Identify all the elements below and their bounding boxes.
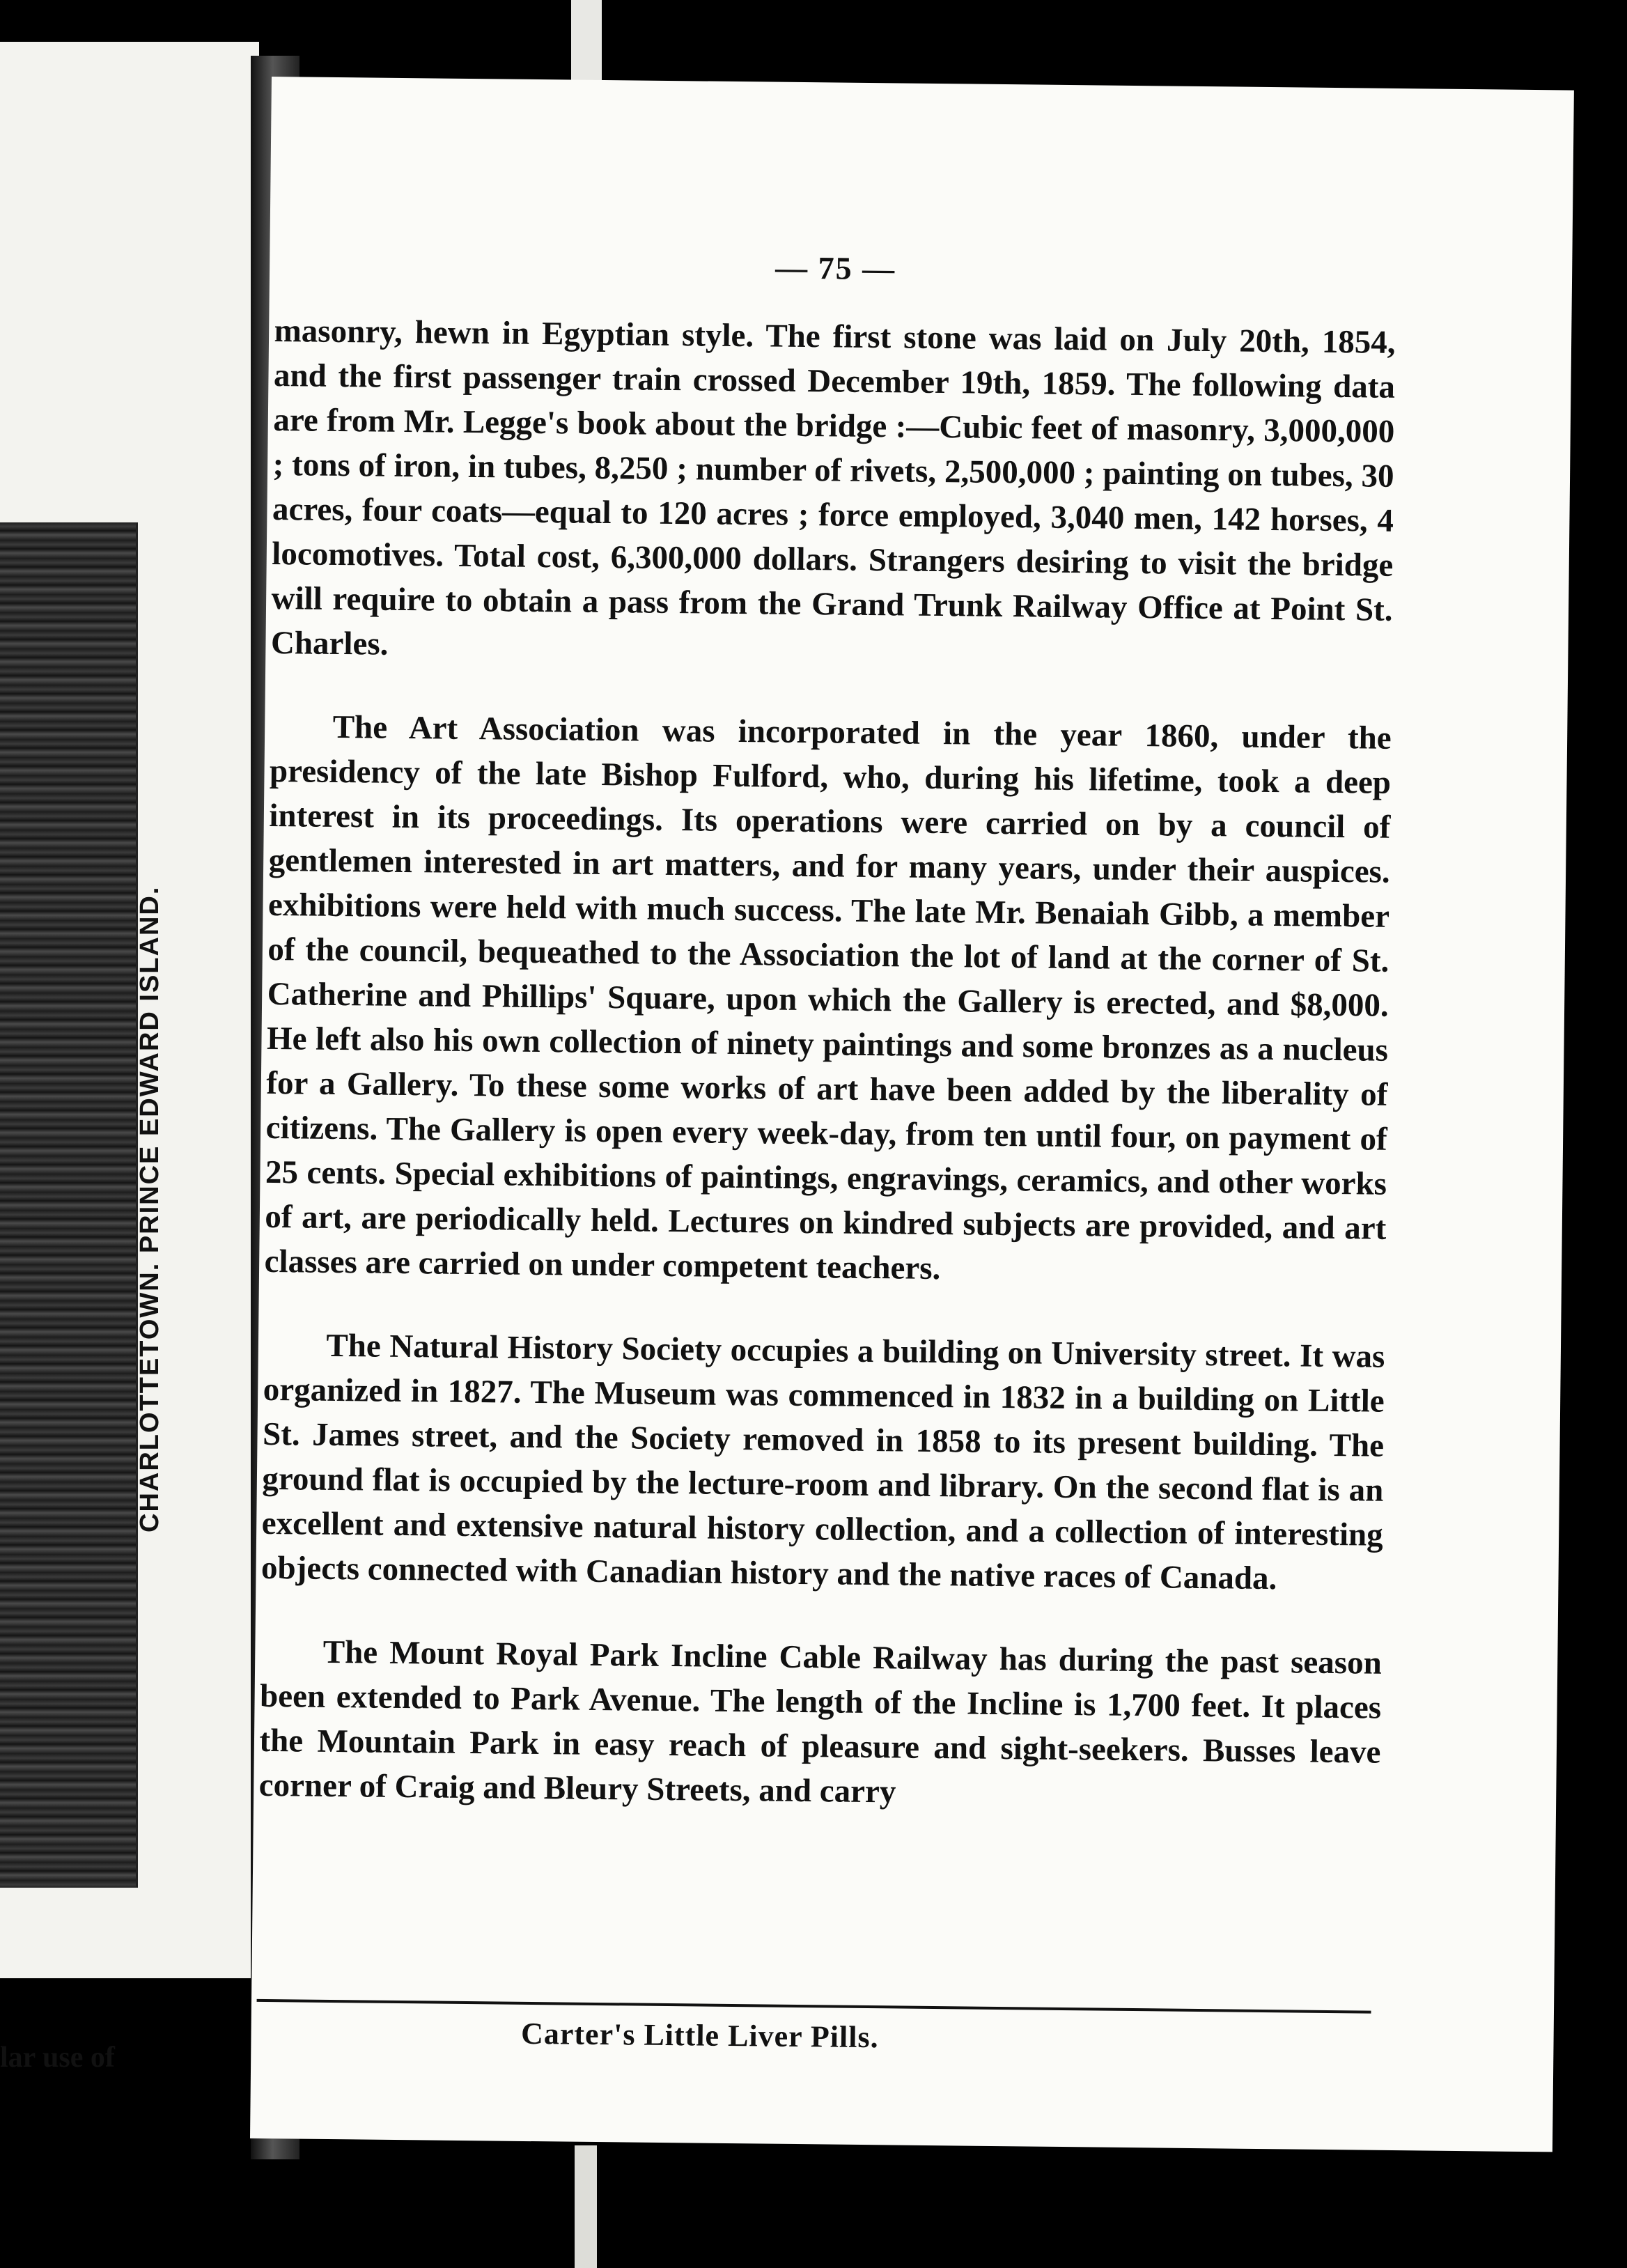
paragraph-natural-history: The Natural History Society occupies a building on University street. It was organized in 1827. The Museum was commenced in 1832 in a building on Little St. James street, and the Society removed in 1858 to its present building. The ground flat is occupied by the lecture-room and library. On the second flat is an excellent and extensive natural history collection, and a collection of interesting objects connected with Canadian history and the native races of Canada. xyxy=(260,1327,1385,1597)
left-page xyxy=(0,42,259,2074)
advert-footer: Carter's Little Liver Pills. xyxy=(520,2016,879,2055)
paragraph-incline-railway: The Mount Royal Park Incline Cable Railway has during the past season been extended to Park Avenue. The length of the Incline is 1,700 feet. It places the Mountain Park in easy reach of pleasure and sight-seekers. Busses leave corner of Craig and Bleury Streets, and carry xyxy=(258,1633,1383,1810)
page-edge-bottom xyxy=(575,2145,597,2268)
left-page-footer: lar use of xyxy=(0,2042,115,2074)
page-number: — 75 — xyxy=(774,249,896,287)
plate-caption: CHARLOTTETOWN. PRINCE EDWARD ISLAND. xyxy=(135,885,164,1532)
paragraph-bridge: masonry, hewn in Egyptian style. The first stone was laid on July 20th, 1854, and the first passenger train crossed December 19th, 1859. The following data are from Mr. Legge's book about the bridge :—Cubic feet of masonry, 3,000,000 ; tons of iron, in tubes, 8,250 ; number of rivets, 2,500,000 ; painting on tubes, 30 acres, four coats—equal to 120 acres ; force employed, 3,040 men, 142 horses, 4 locomotives. Total cost, 6,300,000 dollars. Strangers desiring to visit the bridge will require to obtain a pass from the Grand Trunk Railway Office at Point St. Charles. xyxy=(270,312,1396,662)
plate-photograph xyxy=(0,522,138,1888)
page-content xyxy=(258,244,1396,2055)
page-edge-top xyxy=(571,0,602,84)
paragraph-art-association: The Art Association was incorporated in the year 1860, under the presidency of the late Bishop Fulford, who, during his lifetime, took a deep interest in its proceedings. Its operations were carried on by a council of gentlemen interested in art matters, and for many years, under their auspices. exhibitions were held with much success. The late Mr. Benaiah Gibb, a member of the council, bequeathed to the Association the lot of land at the corner of St. Catherine and Phillips' Square, upon which the Gallery is erected, and $8,000. He left also his own collection of ninety paintings and some bronzes as a nucleus for a Gallery. To these some works of art have been added by the liberality of citizens. The Gallery is open every week-day, from ten until four, on payment of 25 cents. Special exhibitions of paintings, engravings, ceramics, and other works of art, are periodically held. Lectures on kindred subjects are provided, and art classes are carried on under competent teachers. xyxy=(264,708,1392,1287)
